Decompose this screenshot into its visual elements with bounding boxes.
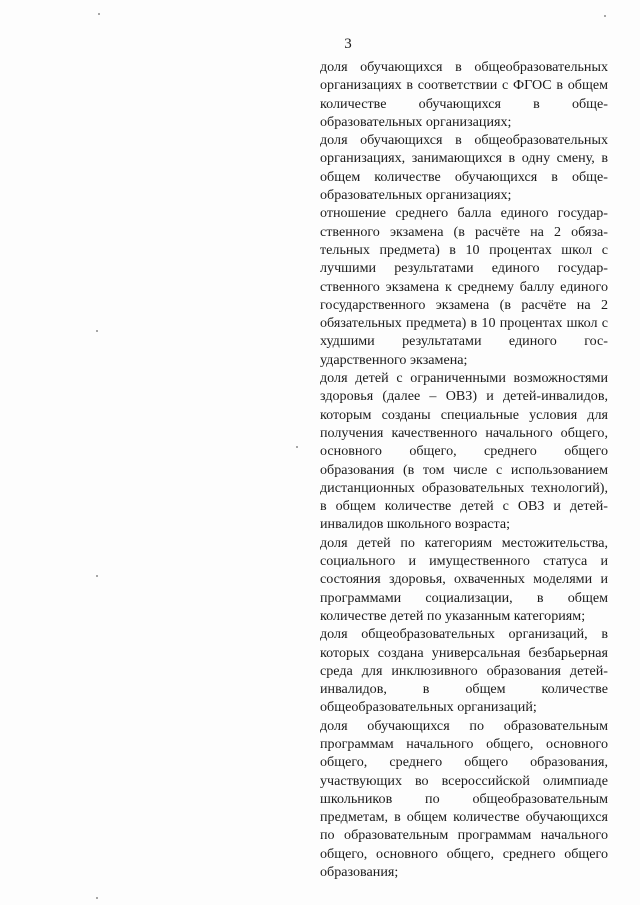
scan-speck (604, 15, 606, 17)
body-text (320, 58, 608, 881)
indicator-paragraph: доля детей с ограниченными возможностями здоровья (далее – ОВЗ) и детей-инвалидов, которым созданы специальные условия для получения качественного начального общего, основного общего, среднего общего образования (в том числе с использованием дистанционных образовательных технологий), в общем количестве детей с ОВЗ и детей-инвалидов школьного возраста; (320, 370, 608, 533)
indicator-paragraph: отношение среднего балла единого государственного экзамена (в расчёте на 2 обязательных предмета) в 10 процентах школ с лучшими результатами единого государственного экзамена к среднему баллу единого государственного экзамена (в расчёте на 2 обязательных предмета) в 10 процентах школ с худшими результатами единого государственного экзамена; (320, 205, 608, 368)
indicator-paragraph: доля обучающихся в общеобразовательных организациях, занимающихся в одну смену, в общем количестве обучающихся в общеобразовательных организациях; (320, 132, 608, 204)
indicator-paragraph: доля обучающихся в общеобразовательных организациях в соответствии с ФГОС в общем количестве обучающихся в общеобразовательных организациях; (320, 59, 608, 130)
indicator-paragraph: доля обучающихся по образовательным программам начального общего, основного общего, среднего общего образования, участвующих во всероссийской олимпиаде школьников по общеобразовательным предметам, в общем количестве обучающихся по образовательным программам начального общего, основного общего, среднего общего образования; (320, 717, 608, 881)
scan-speck (96, 330, 98, 332)
scan-speck (296, 446, 298, 448)
scan-speck (96, 575, 98, 577)
scan-speck (96, 897, 98, 899)
scan-speck (98, 13, 100, 15)
indicator-paragraph: доля детей по категориям местожительства, социального и имущественного статуса и состояния здоровья, охваченных моделями и программами социализации, в общем количестве детей по указанным категориям; (320, 534, 608, 624)
page-number: 3 (344, 36, 352, 52)
indicator-paragraph: доля общеобразовательных организаций, в которых создана универсальная безбарьерная среда для инклюзивного образования детей-инвалидов, в общем количестве общеобразовательных организаций; (320, 626, 608, 716)
